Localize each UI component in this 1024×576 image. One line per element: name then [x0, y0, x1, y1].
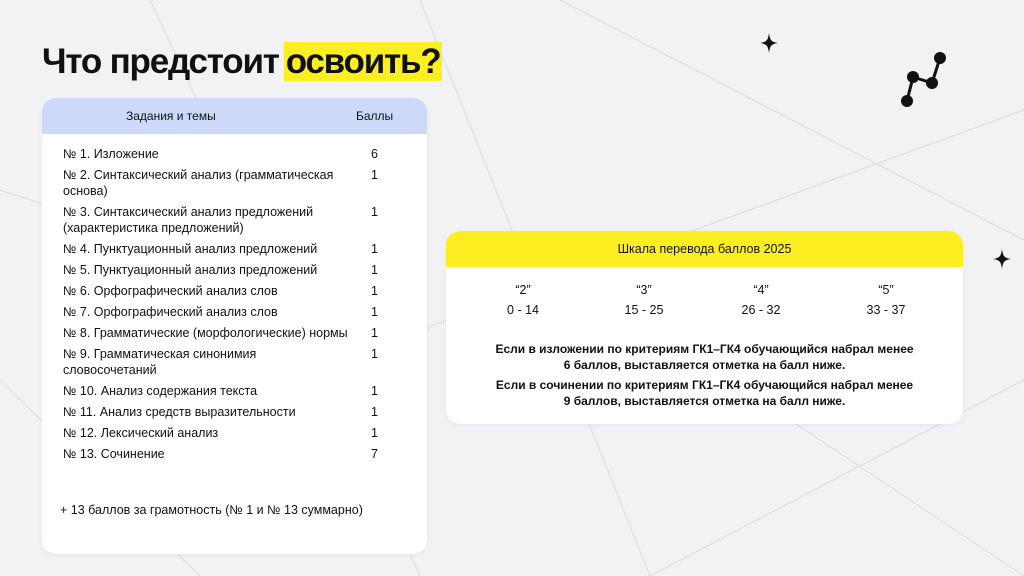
task-topic: № 6. Орфографический анализ слов — [63, 284, 278, 298]
task-points: 1 — [371, 263, 378, 277]
table-row — [63, 446, 403, 462]
grade-column — [604, 283, 684, 317]
table-row — [63, 146, 403, 162]
grade-range: 33 - 37 — [866, 303, 906, 317]
task-topic: № 5. Пунктуационный анализ предложений — [63, 263, 318, 277]
grade-column — [483, 283, 563, 317]
grade-mark: “4” — [753, 283, 769, 297]
graph-nodes-icon — [898, 50, 950, 108]
task-points: 1 — [371, 405, 378, 419]
task-points: 1 — [371, 284, 378, 298]
task-topic: № 7. Орфографический анализ слов — [63, 305, 278, 319]
task-topic: № 2. Синтаксический анализ (грамматическая основа) — [63, 168, 334, 198]
task-topic: № 13. Сочинение — [63, 447, 165, 461]
task-points: 1 — [371, 426, 378, 440]
grade-range: 26 - 32 — [741, 303, 781, 317]
task-points: 1 — [371, 242, 378, 256]
grade-range: 0 - 14 — [507, 303, 539, 317]
tasks-card — [42, 98, 427, 554]
table-row — [63, 325, 403, 341]
grade-mark: “5” — [878, 283, 894, 297]
grade-mark: “2” — [515, 283, 531, 297]
page-title — [42, 42, 442, 82]
sparkle-icon — [760, 33, 778, 53]
literacy-note: + 13 баллов за грамотность (№ 1 и № 13 суммарно) — [60, 503, 363, 517]
score-scale-title: Шкала перевода баллов 2025 — [446, 231, 963, 267]
task-topic: № 9. Грамматическая синонимия словосочетаний — [63, 347, 257, 377]
task-points: 7 — [371, 447, 378, 461]
task-topic: № 8. Грамматические (морфологические) нормы — [63, 326, 348, 340]
task-points: 1 — [371, 326, 378, 340]
note-sochinenie: Если в сочинении по критериям ГК1–ГК4 обучающийся набрал менее 9 баллов, выставляется отметка на балл ниже. — [495, 378, 914, 408]
task-topic: № 10. Анализ содержания текста — [63, 384, 258, 398]
task-points: 1 — [371, 168, 378, 182]
task-topic: № 11. Анализ средств выразительности — [63, 405, 296, 419]
task-points: 1 — [371, 347, 378, 361]
score-scale-card — [446, 231, 963, 424]
table-row — [63, 241, 403, 257]
table-row — [63, 425, 403, 441]
table-row — [63, 262, 403, 278]
grade-scale — [446, 283, 963, 323]
tasks-table-header — [42, 98, 427, 134]
title-highlight: освоить? — [285, 42, 441, 81]
task-points: 1 — [371, 305, 378, 319]
task-points: 1 — [371, 205, 378, 219]
title-main: Что предстоит — [42, 42, 279, 81]
table-row — [63, 204, 403, 236]
task-topic: № 3. Синтаксический анализ предложений (характеристика предложений) — [63, 205, 314, 235]
task-points: 1 — [371, 384, 378, 398]
note-izlozhenie: Если в изложении по критериям ГК1–ГК4 обучающийся набрал менее 6 баллов, выставляется отметка на балл ниже. — [495, 342, 914, 372]
column-header-points: Баллы — [356, 109, 394, 123]
task-topic: № 4. Пунктуационный анализ предложений — [63, 242, 318, 256]
table-row — [63, 283, 403, 299]
grade-range: 15 - 25 — [624, 303, 664, 317]
task-topic: № 1. Изложение — [63, 147, 159, 161]
table-row — [63, 346, 403, 378]
table-row — [63, 383, 403, 399]
table-row — [63, 304, 403, 320]
column-header-topics: Задания и темы — [126, 109, 216, 123]
table-row — [63, 167, 403, 199]
task-points: 6 — [371, 147, 378, 161]
tasks-table-body — [63, 146, 403, 467]
table-row — [63, 404, 403, 420]
grade-column — [846, 283, 926, 317]
grade-column — [721, 283, 801, 317]
grade-mark: “3” — [636, 283, 652, 297]
sparkle-icon — [993, 249, 1011, 269]
scale-notes — [446, 341, 963, 413]
task-topic: № 12. Лексический анализ — [63, 426, 219, 440]
